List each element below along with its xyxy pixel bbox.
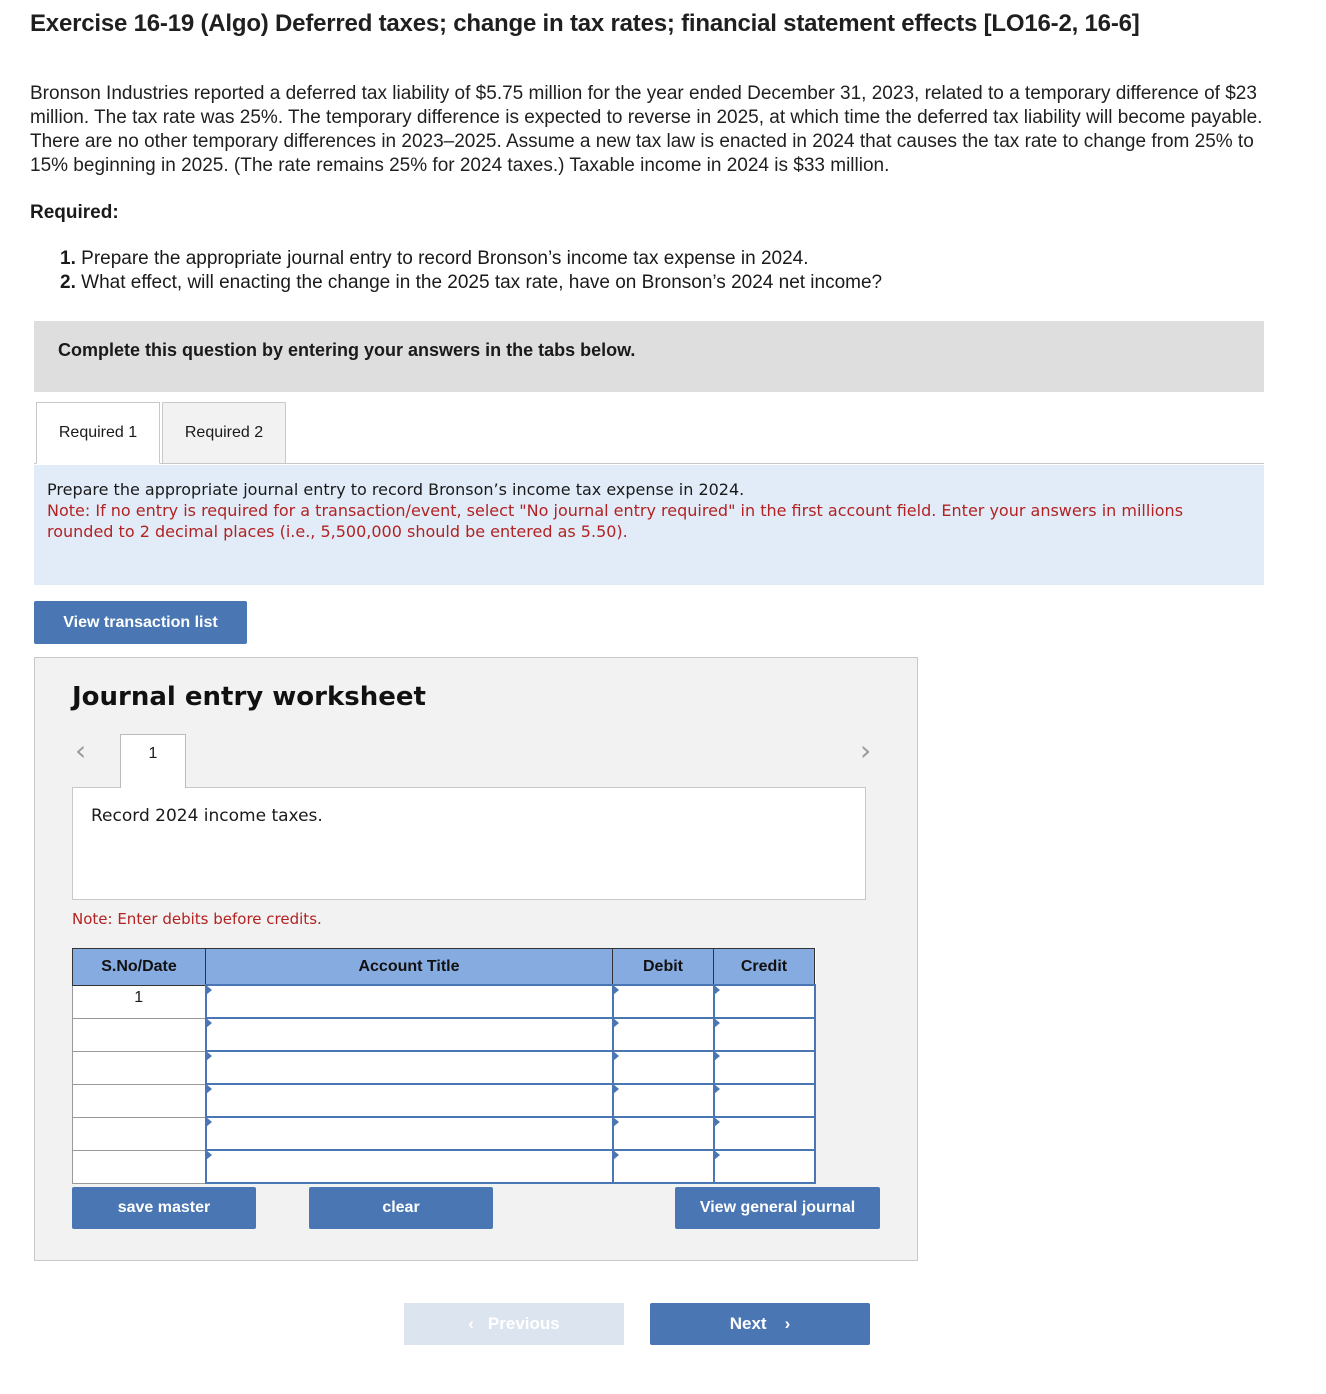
credit-input[interactable] bbox=[714, 1018, 815, 1051]
credit-input[interactable] bbox=[714, 1117, 815, 1150]
row-date bbox=[73, 1084, 206, 1117]
row-date: 1 bbox=[73, 985, 206, 1018]
debit-input[interactable] bbox=[613, 985, 714, 1018]
table-row bbox=[73, 1084, 815, 1117]
account-title-select[interactable] bbox=[206, 1051, 613, 1084]
next-label: Next bbox=[729, 1314, 767, 1333]
col-header-credit: Credit bbox=[714, 949, 815, 986]
table-row bbox=[73, 1018, 815, 1051]
clear-button[interactable]: clear bbox=[309, 1187, 493, 1229]
next-button[interactable] bbox=[650, 1303, 870, 1345]
save-master-button[interactable]: save master bbox=[72, 1187, 256, 1229]
view-general-journal-button[interactable]: View general journal bbox=[675, 1187, 880, 1229]
chevron-right-icon[interactable]: › bbox=[860, 734, 872, 767]
debit-input[interactable] bbox=[613, 1084, 714, 1117]
entry-description: Record 2024 income taxes. bbox=[72, 787, 866, 900]
col-header-date: S.No/Date bbox=[73, 949, 206, 986]
account-title-select[interactable] bbox=[206, 1084, 613, 1117]
account-title-select[interactable] bbox=[206, 1150, 613, 1183]
account-title-select[interactable] bbox=[206, 1117, 613, 1150]
col-header-account: Account Title bbox=[206, 949, 613, 986]
worksheet-title: Journal entry worksheet bbox=[72, 682, 426, 712]
credit-input[interactable] bbox=[714, 985, 815, 1018]
page-title: Exercise 16-19 (Algo) Deferred taxes; change in tax rates; financial statement effects [LO16-2, 16-6] bbox=[30, 10, 1140, 37]
instructions-note: Note: If no entry is required for a transaction/event, select "No journal entry required" in the first account field. Enter your answers in millions rounded to 2 decimal places (i.e., 5,500,000 should be entered as 5.50). bbox=[47, 501, 1184, 541]
credit-input[interactable] bbox=[714, 1051, 815, 1084]
col-header-debit: Debit bbox=[613, 949, 714, 986]
requirements-list bbox=[60, 247, 882, 295]
chevron-right-icon: › bbox=[784, 1314, 791, 1333]
instructions-main: Prepare the appropriate journal entry to record Bronson’s income tax expense in 2024. bbox=[47, 480, 745, 499]
debit-input[interactable] bbox=[613, 1051, 714, 1084]
debit-input[interactable] bbox=[613, 1117, 714, 1150]
row-date bbox=[73, 1018, 206, 1051]
view-transaction-list-button[interactable]: View transaction list bbox=[34, 601, 247, 644]
table-row bbox=[73, 985, 815, 1018]
entry-tab-1[interactable]: 1 bbox=[120, 734, 186, 788]
requirement-item: 1. Prepare the appropriate journal entry to record Bronson’s income tax expense in 2024. bbox=[60, 248, 809, 269]
tab-required-1[interactable]: Required 1 bbox=[36, 402, 160, 464]
credit-input[interactable] bbox=[714, 1150, 815, 1183]
journal-entry-worksheet bbox=[34, 657, 918, 1261]
complete-banner: Complete this question by entering your answers in the tabs below. bbox=[34, 321, 1264, 392]
debit-input[interactable] bbox=[613, 1018, 714, 1051]
previous-label: Previous bbox=[487, 1314, 560, 1333]
chevron-left-icon: ‹ bbox=[468, 1314, 474, 1333]
problem-text: Bronson Industries reported a deferred tax liability of $5.75 million for the year ended December 31, 2023, related to a temporary difference of $23 million. The tax rate was 25%. The temporary difference is expected to reverse in 2025, at which time the deferred tax liability will become payable. There are no other temporary differences in 2023–2025. Assume a new tax law is enacted in 2024 that causes the tax rate to change from 25% to 15% beginning in 2025. (The rate remains 25% for 2024 taxes.) Taxable income in 2024 is $33 million. bbox=[30, 83, 1263, 176]
requirement-item: 2. What effect, will enacting the change in the 2025 tax rate, have on Bronson’s 2024 net income? bbox=[60, 272, 883, 293]
table-row bbox=[73, 1051, 815, 1084]
account-title-select[interactable] bbox=[206, 985, 613, 1018]
table-row bbox=[73, 1117, 815, 1150]
tab-divider bbox=[34, 463, 1264, 464]
debit-input[interactable] bbox=[613, 1150, 714, 1183]
instructions-panel bbox=[34, 465, 1264, 585]
row-date bbox=[73, 1150, 206, 1183]
required-label: Required: bbox=[30, 202, 119, 223]
row-date bbox=[73, 1051, 206, 1084]
chevron-left-icon[interactable]: ‹ bbox=[75, 734, 87, 767]
previous-button[interactable] bbox=[404, 1303, 624, 1345]
credit-input[interactable] bbox=[714, 1084, 815, 1117]
table-row bbox=[73, 1150, 815, 1183]
row-date bbox=[73, 1117, 206, 1150]
account-title-select[interactable] bbox=[206, 1018, 613, 1051]
tab-required-2[interactable]: Required 2 bbox=[162, 402, 286, 464]
journal-table bbox=[72, 948, 816, 1184]
worksheet-note: Note: Enter debits before credits. bbox=[72, 910, 322, 928]
